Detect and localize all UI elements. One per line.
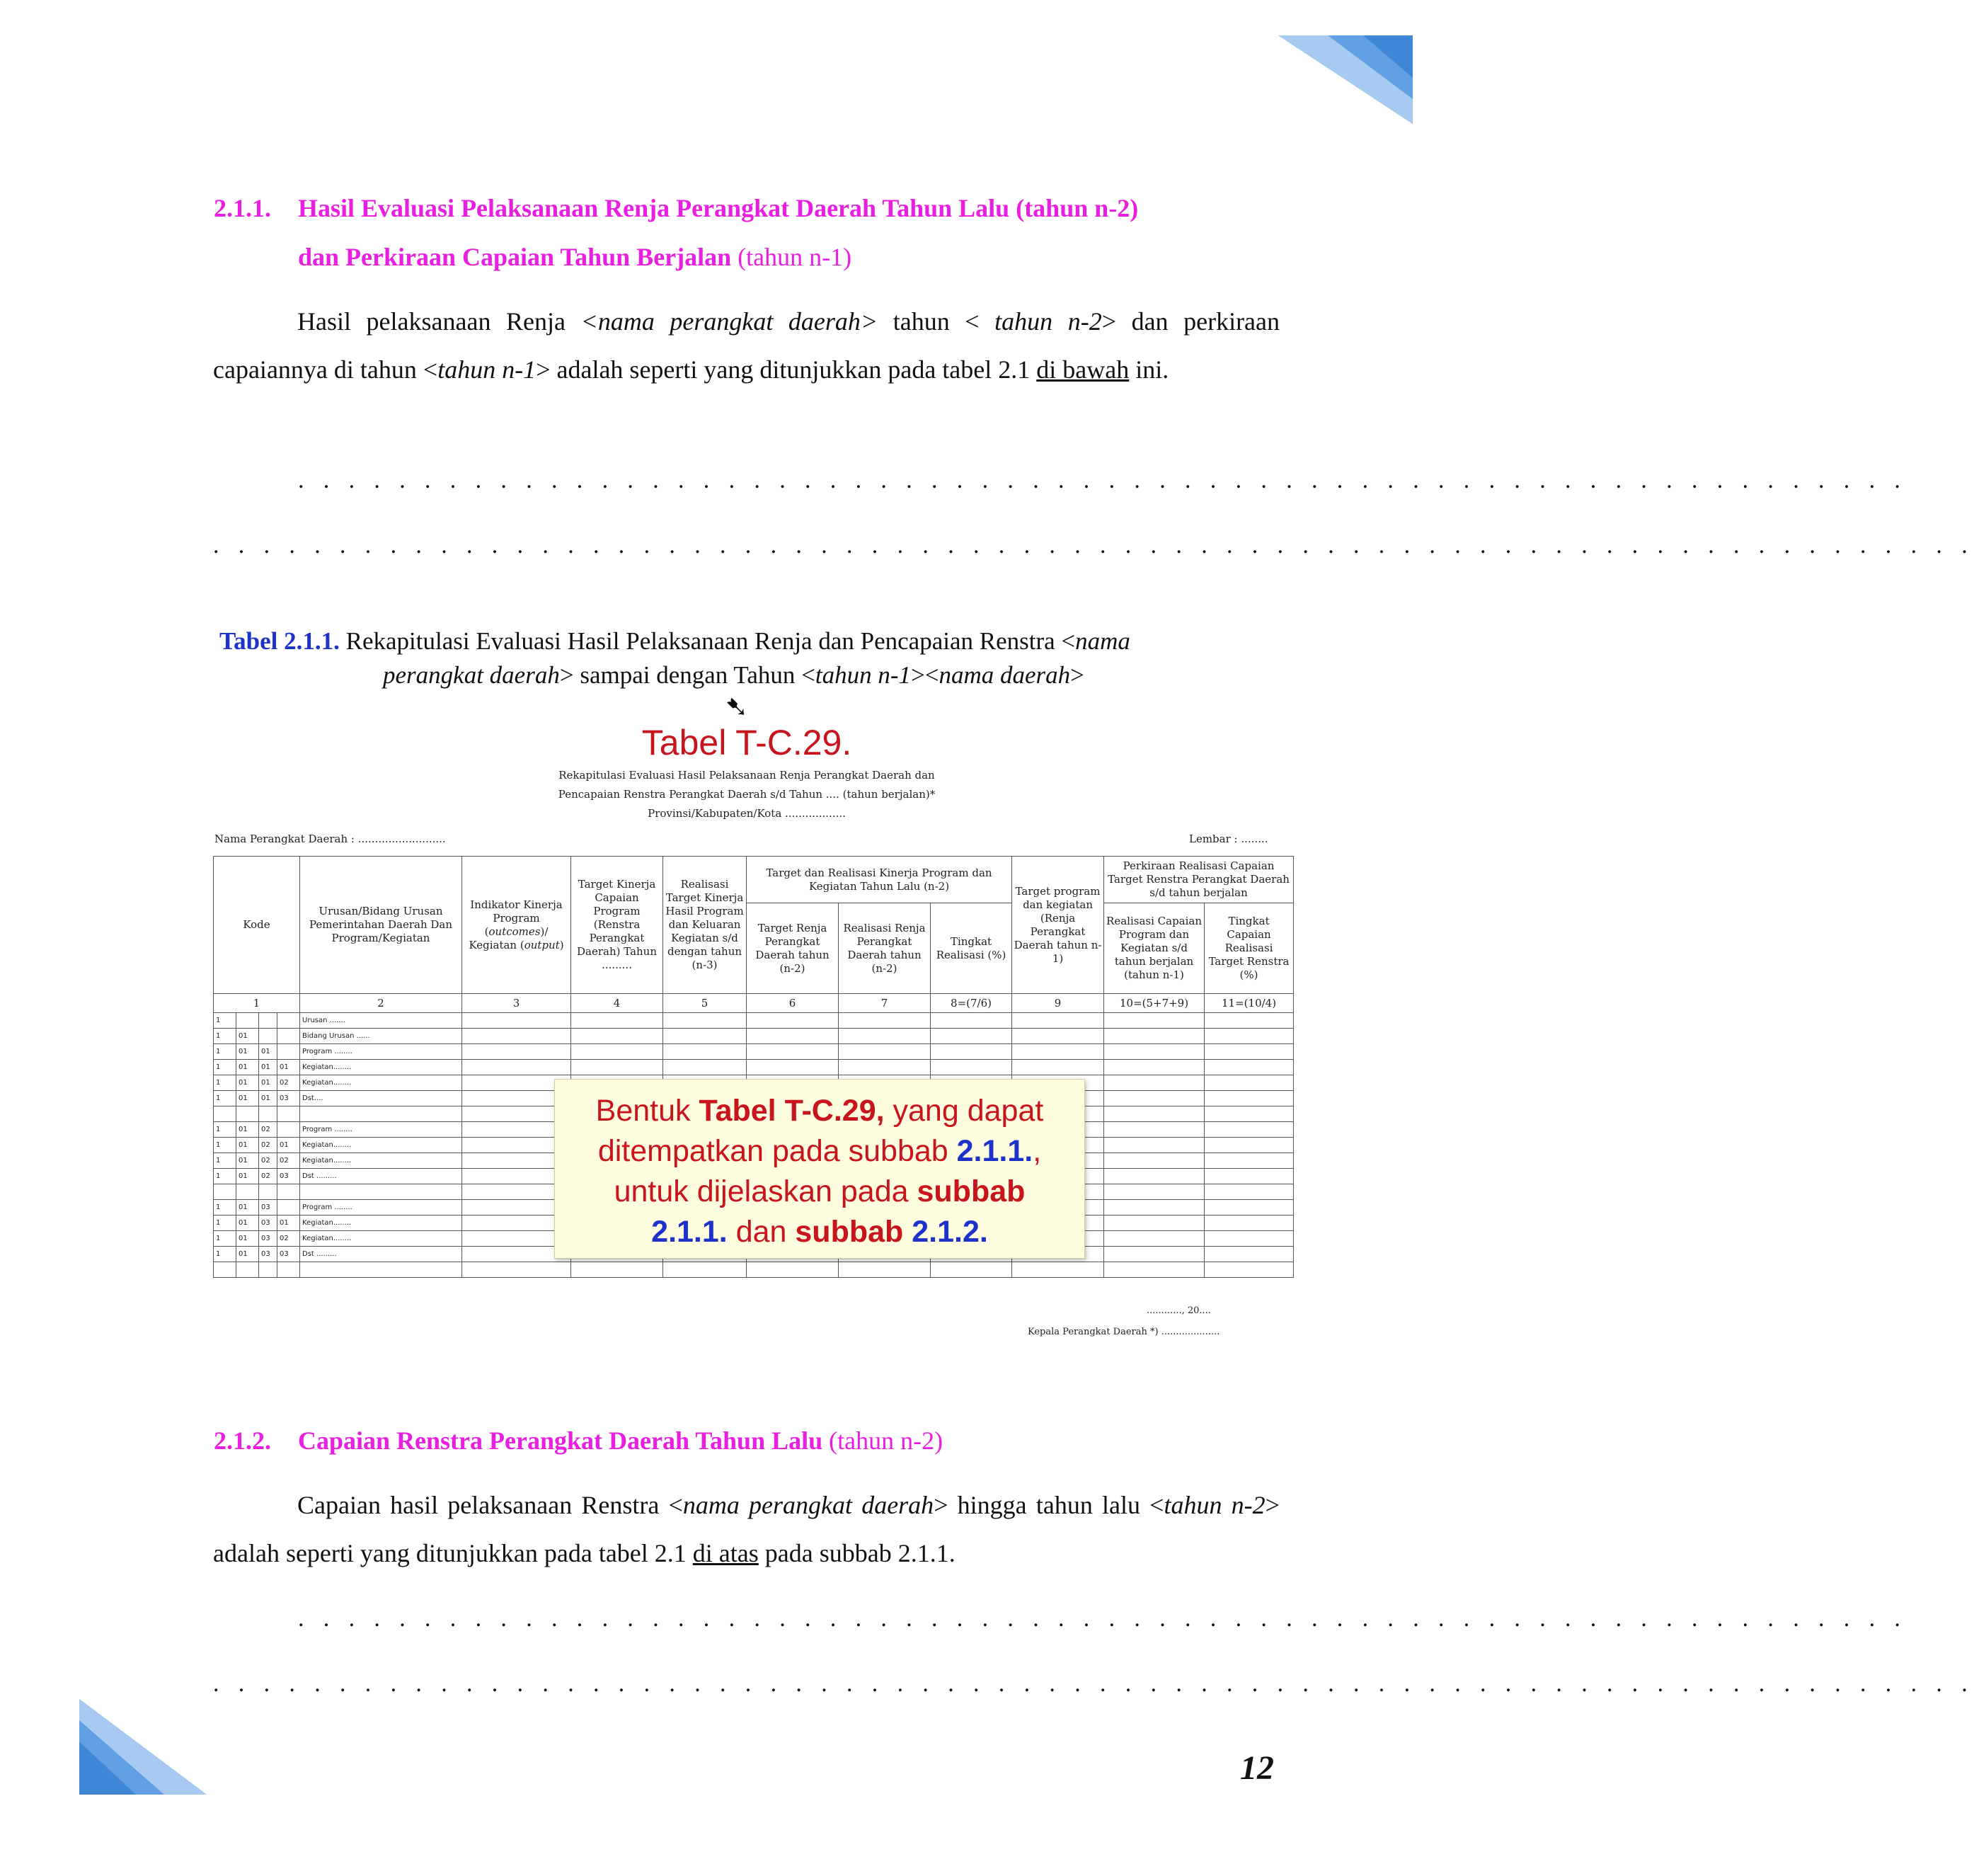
table-row: 1 01 02 Program ........: [214, 1122, 1294, 1138]
table-row: 1 01 02 01 Kegiatan........: [214, 1138, 1294, 1153]
table-row: 1 01 02 02 Kegiatan........: [214, 1153, 1294, 1169]
table-row: 1 Urusan .......: [214, 1013, 1294, 1029]
corner-decoration-top-right: [1278, 35, 1413, 124]
corner-decoration-bottom-left: [79, 1699, 207, 1795]
arrow-down-icon: ➷: [725, 691, 749, 723]
table-row: 1 01 01 03 Dst....: [214, 1091, 1294, 1106]
header-tingkat-realisasi: Tingkat Realisasi (%): [931, 903, 1012, 994]
section-title-line2: dan Perkiraan Capaian Tahun Berjalan: [298, 243, 732, 271]
table-row-empty: [214, 1262, 1294, 1278]
table-row: 1 01 03 02 Kegiatan........: [214, 1231, 1294, 1247]
header-indikator: Indikator Kinerja Program (outcomes)/ Kegiatan (output): [462, 857, 571, 994]
tc29-subtitle: Rekapitulasi Evaluasi Hasil Pelaksanaan Renja Perangkat Daerah dan Pencapaian Renstra Perangkat Daerah s/d Tahun .... (tahun berjalan)* Provinsi/Kabupaten/Kota ..................: [558, 769, 936, 820]
header-target-renja: Target Renja Perangkat Daerah tahun (n-2): [747, 903, 839, 994]
paragraph-2-1-1: Hasil pelaksanaan Renja <nama perangkat daerah> tahun < tahun n-2> dan perkiraan capaiannya di tahun <tahun n-1> adalah seperti yang ditunjukkan pada tabel 2.1 di bawah ini.: [213, 307, 1280, 384]
table-row: 1 01 01 01 Kegiatan........: [214, 1060, 1294, 1075]
caption-label: Tabel 2.1.1.: [219, 627, 340, 655]
header-tingkat-capaian: Tingkat Capaian Realisasi Target Renstra (%): [1205, 903, 1294, 994]
header-perkiraan: Perkiraan Realisasi Capaian Target Renstra Perangkat Daerah s/d tahun berjalan: [1104, 857, 1294, 903]
header-target-realisasi: Target dan Realisasi Kinerja Program dan Kegiatan Tahun Lalu (n-2): [747, 857, 1012, 903]
sign-name: Kepala Perangkat Daerah *) ....................: [1028, 1327, 1220, 1337]
section-number: 2.1.1.: [214, 194, 271, 222]
table-row: 1 01 03 01 Kegiatan........: [214, 1216, 1294, 1231]
note-box: Bentuk Tabel T-C.29, yang dapat ditempatkan pada subbab 2.1.1., untuk dijelaskan pada subbab 2.1.1. dan subbab 2.1.2.: [554, 1079, 1085, 1259]
paragraph-2-1-2: Capaian hasil pelaksanaan Renstra <nama perangkat daerah> hingga tahun lalu <tahun n-2> adalah seperti yang ditunjukkan pada tabel 2.1 di atas pada subbab 2.1.1.: [213, 1491, 1280, 1567]
header-realisasi-target: Realisasi Target Kinerja Hasil Program dan Keluaran Kegiatan s/d dengan tahun (n-3): [663, 857, 747, 994]
table-row: 1 01 03 Program ........: [214, 1200, 1294, 1216]
table-caption: Tabel 2.1.1. Rekapitulasi Evaluasi Hasil Pelaksanaan Renja dan Pencapaian Renstra <nama: [219, 627, 1130, 655]
section-heading-2-1-1-line2: [298, 242, 851, 272]
sign-date: ............, 20....: [1147, 1305, 1211, 1316]
table-row: 1 01 Bidang Urusan ......: [214, 1029, 1294, 1044]
section-title-note: (tahun n-1): [738, 243, 852, 271]
tc29-title: Tabel T-C.29.: [641, 723, 852, 762]
header-realisasi-capaian: Realisasi Capaian Program dan Kegiatan s/d tahun berjalan (tahun n-1): [1104, 903, 1205, 994]
dotted-line: . . . . . . . . . . . . . . . . . . . . . . . . . . . . . . . . . . . . . . . . . . . . . . . . . . . . . . . . . . . . . . . . . . . . . .: [213, 532, 1974, 559]
section-heading-2-1-2: [214, 1426, 271, 1455]
table-row: 1 01 01 02 Kegiatan........: [214, 1075, 1294, 1091]
header-kode: Kode: [214, 857, 300, 994]
section-title-line1: Hasil Evaluasi Pelaksanaan Renja Perangkat Daerah Tahun Lalu (tahun n-2): [298, 194, 1139, 222]
table-caption-line2: perangkat daerah> sampai dengan Tahun <tahun n-1><nama daerah>: [383, 661, 1084, 689]
nama-perangkat-daerah: Nama Perangkat Daerah : ..........................: [214, 833, 446, 845]
dotted-line: . . . . . . . . . . . . . . . . . . . . . . . . . . . . . . . . . . . . . . . . . . . . . . . . . . . . . . . . . . . . . . . .: [298, 1606, 1907, 1632]
page-number: 12: [1240, 1749, 1274, 1787]
dotted-line: . . . . . . . . . . . . . . . . . . . . . . . . . . . . . . . . . . . . . . . . . . . . . . . . . . . . . . . . . . . . . . . . . . . . . .: [213, 1671, 1974, 1697]
section-title-2-1-2: Capaian Renstra Perangkat Daerah Tahun Lalu (tahun n-2): [298, 1426, 943, 1455]
header-target-kinerja: Target Kinerja Capaian Program (Renstra Perangkat Daerah) Tahun .........: [571, 857, 663, 994]
table-row: 1 01 03 03 Dst .........: [214, 1247, 1294, 1262]
table-row: 1 01 02 03 Dst .........: [214, 1169, 1294, 1184]
section-number: 2.1.2.: [214, 1426, 271, 1455]
table-row: 1 01 01 Program ........: [214, 1044, 1294, 1060]
header-urusan: Urusan/Bidang Urusan Pemerintahan Daerah Dan Program/Kegiatan: [300, 857, 462, 994]
lembar: Lembar : ........: [1189, 833, 1268, 845]
dotted-line: . . . . . . . . . . . . . . . . . . . . . . . . . . . . . . . . . . . . . . . . . . . . . . . . . . . . . . . . . . . . . . . .: [298, 467, 1907, 493]
header-realisasi-renja: Realisasi Renja Perangkat Daerah tahun (n-2): [839, 903, 931, 994]
header-target-program: Target program dan kegiatan (Renja Perangkat Daerah tahun n-1): [1012, 857, 1104, 994]
column-number-row: 1 2 3 4 5 6 7 8=(7/6) 9 10=(5+7+9) 11=(10/4): [214, 994, 1294, 1013]
